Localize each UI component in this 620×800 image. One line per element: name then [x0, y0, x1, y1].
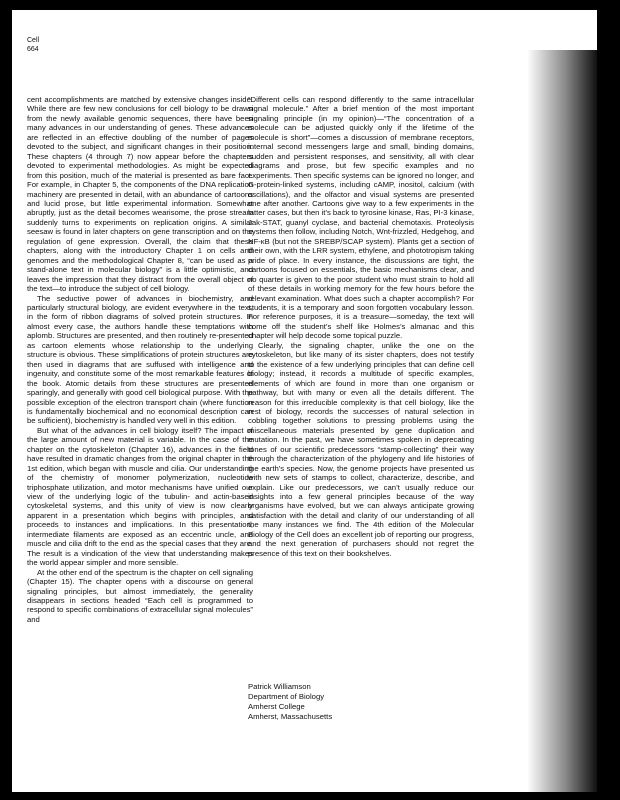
- paragraph: At the other end of the spectrum is the chapter on cell signaling (Chapter 15). The chapter opens with a discourse on general signaling principles, but almost immediately, the generality disappears in sections headed “Each cell is programmed to respond to specific combinations of extracellular signal molecules” and: [27, 567, 253, 624]
- paragraph: “Different cells can respond differently to the same intracellular signal molecule.” After a brief mention of the most important signaling principle (in my opinion)—“The concentration of a molecule can be adjusted quickly only if the lifetime of the molecule is short”—comes a discussion of membrane receptors, internal second messengers large and small, binding domains, sudden and persistent responses, and sensitivity, all with clear diagrams and prose, but few specific examples and no experiments. Then specific systems can be ignored no longer, and G-protein-linked systems, including cAMP, inositol, calcium (with oscillations), and the olfactor and visual systems are presented one after another. Cartoons give way to a few experiments in the latter cases, but then it’s back to tyrosine kinase, Ras, PI-3 kinase, Jak-STAT, guanyl cyclase, and bacterial chemotaxis. Proteolysis systems then follow, including Notch, Wnt-frizzled, Hedgehog, and NF-κB (but not the SREBP/SCAP system). Plants get a section of their own, with the LRR system, ethylene, and phototropism taking pride of place. In every instance, the discussions are tight, the cartoons focused on essentials, the basic mechanisms clear, and no quarter is given to the poor student who must strain to hold all of these details in working memory for the few hours before the relevant examination. What does such a chapter accomplish? For students, it is a temporary and soon forgotten vocabulary lesson. For reference purposes, it is a treasure—someday, the text will come off the student’s shelf like Holmes’s almanac and this chapter will help decode some topical puzzle.: [248, 95, 474, 341]
- journal-name: Cell: [27, 37, 40, 44]
- paragraph: cent accomplishments are matched by extensive changes inside. While there are few new conclusions for cell biology to be drawn from the newly available genomic sequences, there have been many advances in our understanding of genes. These advances are reflected in an effective doubling of the number of pages devoted to the subject, and significant changes in their position. These chapters (4 through 7) now appear before the chapters devoted to experimental methodologies. As might be expected from this position, much of the material is presented as bare fact. For example, in Chapter 5, the components of the DNA replication machinery are presented in detail, with an abundance of cartoons and lucid prose, but little experimental information. Somewhat abruptly, just as the detail becomes wearisome, the prose stream suddenly turns to experiments on replication origins. A similar seesaw is found in later chapters on gene transcription and on the regulation of gene expression. Overall, the claim that these chapters, along with the introductory Chapter 1 on cells and genomes and the methodological Chapter 8, “can be used as a stand-alone text in molecular biology” is a little optimistic, and leaves the impression that they distract from the overall object of the text—to introduce the subject of cell biology.: [27, 95, 253, 294]
- left-column: [27, 95, 253, 624]
- paragraph: The seductive power of advances in biochemistry, and particularly structural biology, are evident everywhere in the text, in the form of ribbon diagrams of solved protein structures. In almost every case, the authors handle these temptations with aplomb. Structures are presented, and then routinely re-presented as cartoon elements whose relationship to the underlying structure is obvious. These simplifications of protein structures are then used in diagrams that are suffused with intelligence and ingenuity, and constitute some of the most remarkable features of the book. Atomic details from these structures are presented sparingly, and generally with good cell biological purpose. With the possible exception of the electron transport chain (where function is fundamentally biochemical and no economical description can be sufficient), biochemistry is handled very well in this edition.: [27, 293, 253, 426]
- paragraph: Clearly, the signaling chapter, unlike the one on the cytoskeleton, but like many of its sister chapters, does not testify to the existence of a few underlying principles that can define cell biology; instead, it records a multitude of specific examples, elements of which are found in more than one organism or pathway, but with many or even all the details different. The reason for this irreducible complexity is that cell biology, like the rest of biology, records the successes of natural selection in cobbling together solutions to pressing problems using the miscellaneous materials presented by gene duplication and mutation. In the past, we have sometimes spoken in deprecating tones of our scientific predecessors “stamp-collecting” their way through the characterization of the phylogeny and life histories of the earth’s species. Now, the genome projects have presented us with new sets of stamps to collect, characterize, describe, and explain. Like our predecessors, we can’t usually reduce our insights into a few general principles because of the way organisms have evolved, but we can always anticipate growing satisfaction with the detail and clarity of our understanding of all the many instances we find. The 4th edition of the Molecular Biology of the Cell does an excellent job of reporting our progress, and the next generation of purchasers should not regret the presence of this text on their bookshelves.: [248, 340, 474, 558]
- right-column: [248, 95, 474, 558]
- author-location: Amherst, Massachusetts: [248, 712, 333, 721]
- page-number: 664: [27, 46, 39, 53]
- author-institution: Amherst College: [248, 702, 305, 711]
- scan-edge-shadow: [527, 50, 597, 792]
- author-name: Patrick Williamson: [248, 682, 311, 691]
- page-header: [27, 36, 39, 54]
- author-signature: [248, 682, 332, 722]
- author-department: Department of Biology: [248, 692, 325, 701]
- paragraph: But what of the advances in cell biology itself? The impact of the large amount of new material is variable. In the case of the chapter on the cytoskeleton (Chapter 16), advances in the field have resulted in dramatic changes from the original chapter in the 1st edition, which began with muscle and cilia. Our understanding of the chemistry of monomer polymerization, nucleotide triphosphate utilization, and motor mechanisms have unified our view of the underlying logic of the tubulin- and actin-based cytoskeletal systems, and this unity of view is now clearly apparent in a presentation which begins with principles, and proceeds to instances and implications. In this presentation, intermediate filaments are exposed as an eccentric uncle, and muscle and cilia drift to the end as the special cases that they are. The result is a vindication of the view that understanding makes the world appear simpler and more sensible.: [27, 425, 253, 568]
